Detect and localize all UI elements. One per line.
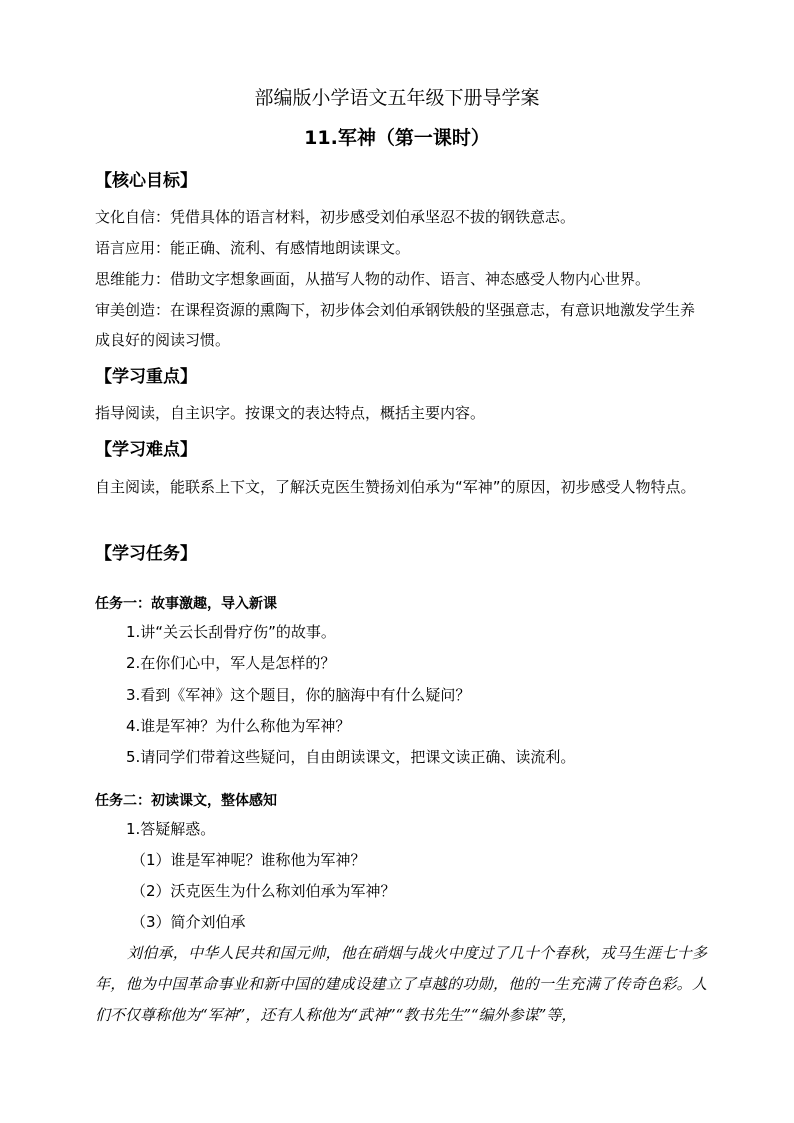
task1-item-2: 2.在你们心中，军人是怎样的？ [126,654,336,672]
goal-language: 语言应用：能正确、流利、有感情地朗读课文。 [95,239,411,257]
goal-aesthetic: 审美创造：在课程资源的熏陶下，初步体会刘伯承钢铁般的坚强意志，有意识地激发学生养成良好的阅读习惯。 [95,301,696,349]
goals-heading: 【核心目标】 [95,171,197,191]
task2-sub-3: （3）简介刘伯承 [131,913,246,931]
task2-sub-1: （1）谁是军神呢？谁称他为军神？ [131,851,366,869]
tasks-heading: 【学习任务】 [95,544,197,564]
task2-title: 任务二：初读课文，整体感知 [95,793,277,809]
task1-item-5: 5.请同学们带着这些疑问，自由朗读课文，把课文读正确、读流利。 [126,748,576,766]
difficulty-text: 自主阅读，能联系上下文，了解沃克医生赞扬刘伯承为“军神”的原因，初步感受人物特点。 [95,478,696,496]
document-title: 部编版小学语文五年级下册导学案 [254,87,540,109]
lesson-title: 11.军神（第一课时） [304,127,490,149]
goal-culture: 文化自信：凭借具体的语言材料，初步感受刘伯承坚忍不拔的钢铁意志。 [95,208,576,226]
liu-bocheng-bio: 刘伯承，中华人民共和国元帅，他在硝烟与战火中度过了几十个春秋，戎马生涯七十多年，他为中国革命事业和新中国的建成设建立了卓越的功勋，他的一生充满了传奇色彩。人们不仅尊称他为“军神”，还有人称他为“武神”“教书先生”“编外参谋”等， [95,944,707,1024]
task1-item-3: 3.看到《军神》这个题目，你的脑海中有什么疑问？ [126,686,471,704]
task1-title: 任务一：故事激趣，导入新课 [95,596,277,612]
task2-sub-2: （2）沃克医生为什么称刘伯承为军神？ [131,882,396,900]
focus-text: 指导阅读，自主识字。按课文的表达特点，概括主要内容。 [95,404,486,422]
task1-item-1: 1.讲“关云长刮骨疗伤”的故事。 [126,623,336,641]
task2-item-1: 1.答疑解惑。 [126,820,216,838]
task1-item-4: 4.谁是军神？为什么称他为军神？ [126,717,351,735]
difficulty-heading: 【学习难点】 [95,440,197,460]
goal-thinking: 思维能力：借助文字想象画面，从描写人物的动作、语言、神态感受人物内心世界。 [95,270,651,288]
focus-heading: 【学习重点】 [95,367,197,387]
